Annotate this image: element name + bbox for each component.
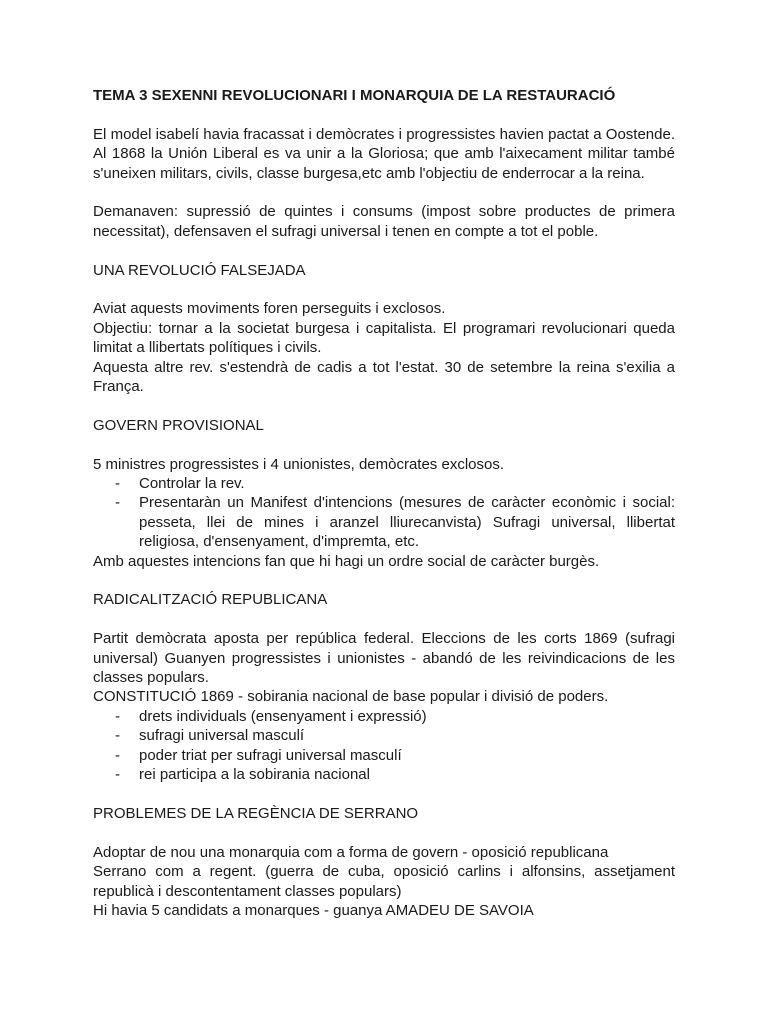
list-item-text: Presentaràn un Manifest d'intencions (mesures de caràcter econòmic i social: pesseta, llei de mines i aranzel lliurecanvista) Sufragi universal, llibertat religiosa, d'ensenyament, d'impremta, etc. (139, 494, 675, 551)
section4-line-2: Serrano com a regent. (guerra de cuba, oposició carlins i alfonsins, assetjament republicà i descontentament classes populars) (93, 863, 675, 900)
list-item-text: sufragi universal masculí (139, 727, 305, 745)
list-item (93, 765, 675, 784)
section1-line-1: Aviat aquests moviments foren perseguits i exclosos. (93, 300, 446, 318)
section2-outro: Amb aquestes intencions fan que hi hagi un ordre social de caràcter burgès. (93, 552, 600, 570)
section1-line-3: Aquesta altre rev. s'estendrà de cadis a tot l'estat. 30 de setembre la reina s'exilia a França. (93, 358, 675, 396)
document-page (93, 86, 675, 920)
section3-paragraph-2: CONSTITUCIÓ 1869 - sobirania nacional de base popular i divisió de poders. (93, 688, 609, 706)
dash-bullet: - (115, 766, 120, 784)
list-item (93, 493, 675, 551)
list-item-text: rei participa a la sobirania nacional (139, 766, 370, 784)
section4-line-1: Adoptar de nou una monarquia com a forma de govern - oposició republicana (93, 843, 609, 861)
section2-intro: 5 ministres progressistes i 4 unionistes, demòcrates exclosos. (93, 455, 505, 473)
dash-bullet: - (115, 727, 120, 745)
list-item-text: poder triat per sufragi universal masculí (139, 746, 402, 764)
list-item-text: drets individuals (ensenyament i expressió) (139, 707, 427, 725)
dash-bullet: - (115, 707, 120, 725)
section3-list (93, 707, 675, 785)
dash-bullet: - (115, 746, 120, 764)
section-heading-regencia-serrano: PROBLEMES DE LA REGÈNCIA DE SERRANO (93, 804, 419, 822)
section3-paragraph-1: Partit demòcrata aposta per república federal. Eleccions de les corts 1869 (sufragi universal) Guanyen progressistes i unionistes - abandó de les reivindicacions de les classes populars. (93, 630, 675, 687)
section-heading-revolucio-falsejada: UNA REVOLUCIÓ FALSEJADA (93, 261, 306, 279)
spacer (93, 785, 675, 804)
section-heading-radicalitzacio-republicana: RADICALITZACIÓ REPUBLICANA (93, 591, 328, 609)
list-item (93, 474, 675, 493)
intro-paragraph-1: El model isabelí havia fracassat i demòcrates i progressistes havien pactat a Oostende. Al 1868 la Unión Liberal es va unir a la Gloriosa; que amb l'aixecament militar també s'uneixen militars, civils, classe burgesa,etc amb l'objectiu de enderrocar a la reina. (93, 125, 675, 182)
dash-bullet: - (115, 494, 120, 512)
section-heading-govern-provisional: GOVERN PROVISIONAL (93, 416, 264, 434)
list-item (93, 707, 675, 726)
list-item (93, 746, 675, 765)
section2-list (93, 474, 675, 552)
list-item-text: Controlar la rev. (139, 475, 245, 493)
document-title: TEMA 3 SEXENNI REVOLUCIONARI I MONARQUIA DE LA RESTAURACIÓ (93, 87, 616, 104)
section1-line-2: Objectiu: tornar a la societat burgesa i capitalista. El programari revolucionari queda limitat a llibertats polítiques i civils. (93, 319, 675, 357)
dash-bullet: - (115, 475, 120, 493)
list-item (93, 726, 675, 745)
intro-paragraph-2: Demanaven: supressió de quintes i consums (impost sobre productes de primera necessitat), defensaven el sufragi universal i tenen en compte a tot el poble. (93, 203, 675, 240)
section4-line-3: Hi havia 5 candidats a monarques - guanya AMADEU DE SAVOIA (93, 901, 534, 919)
